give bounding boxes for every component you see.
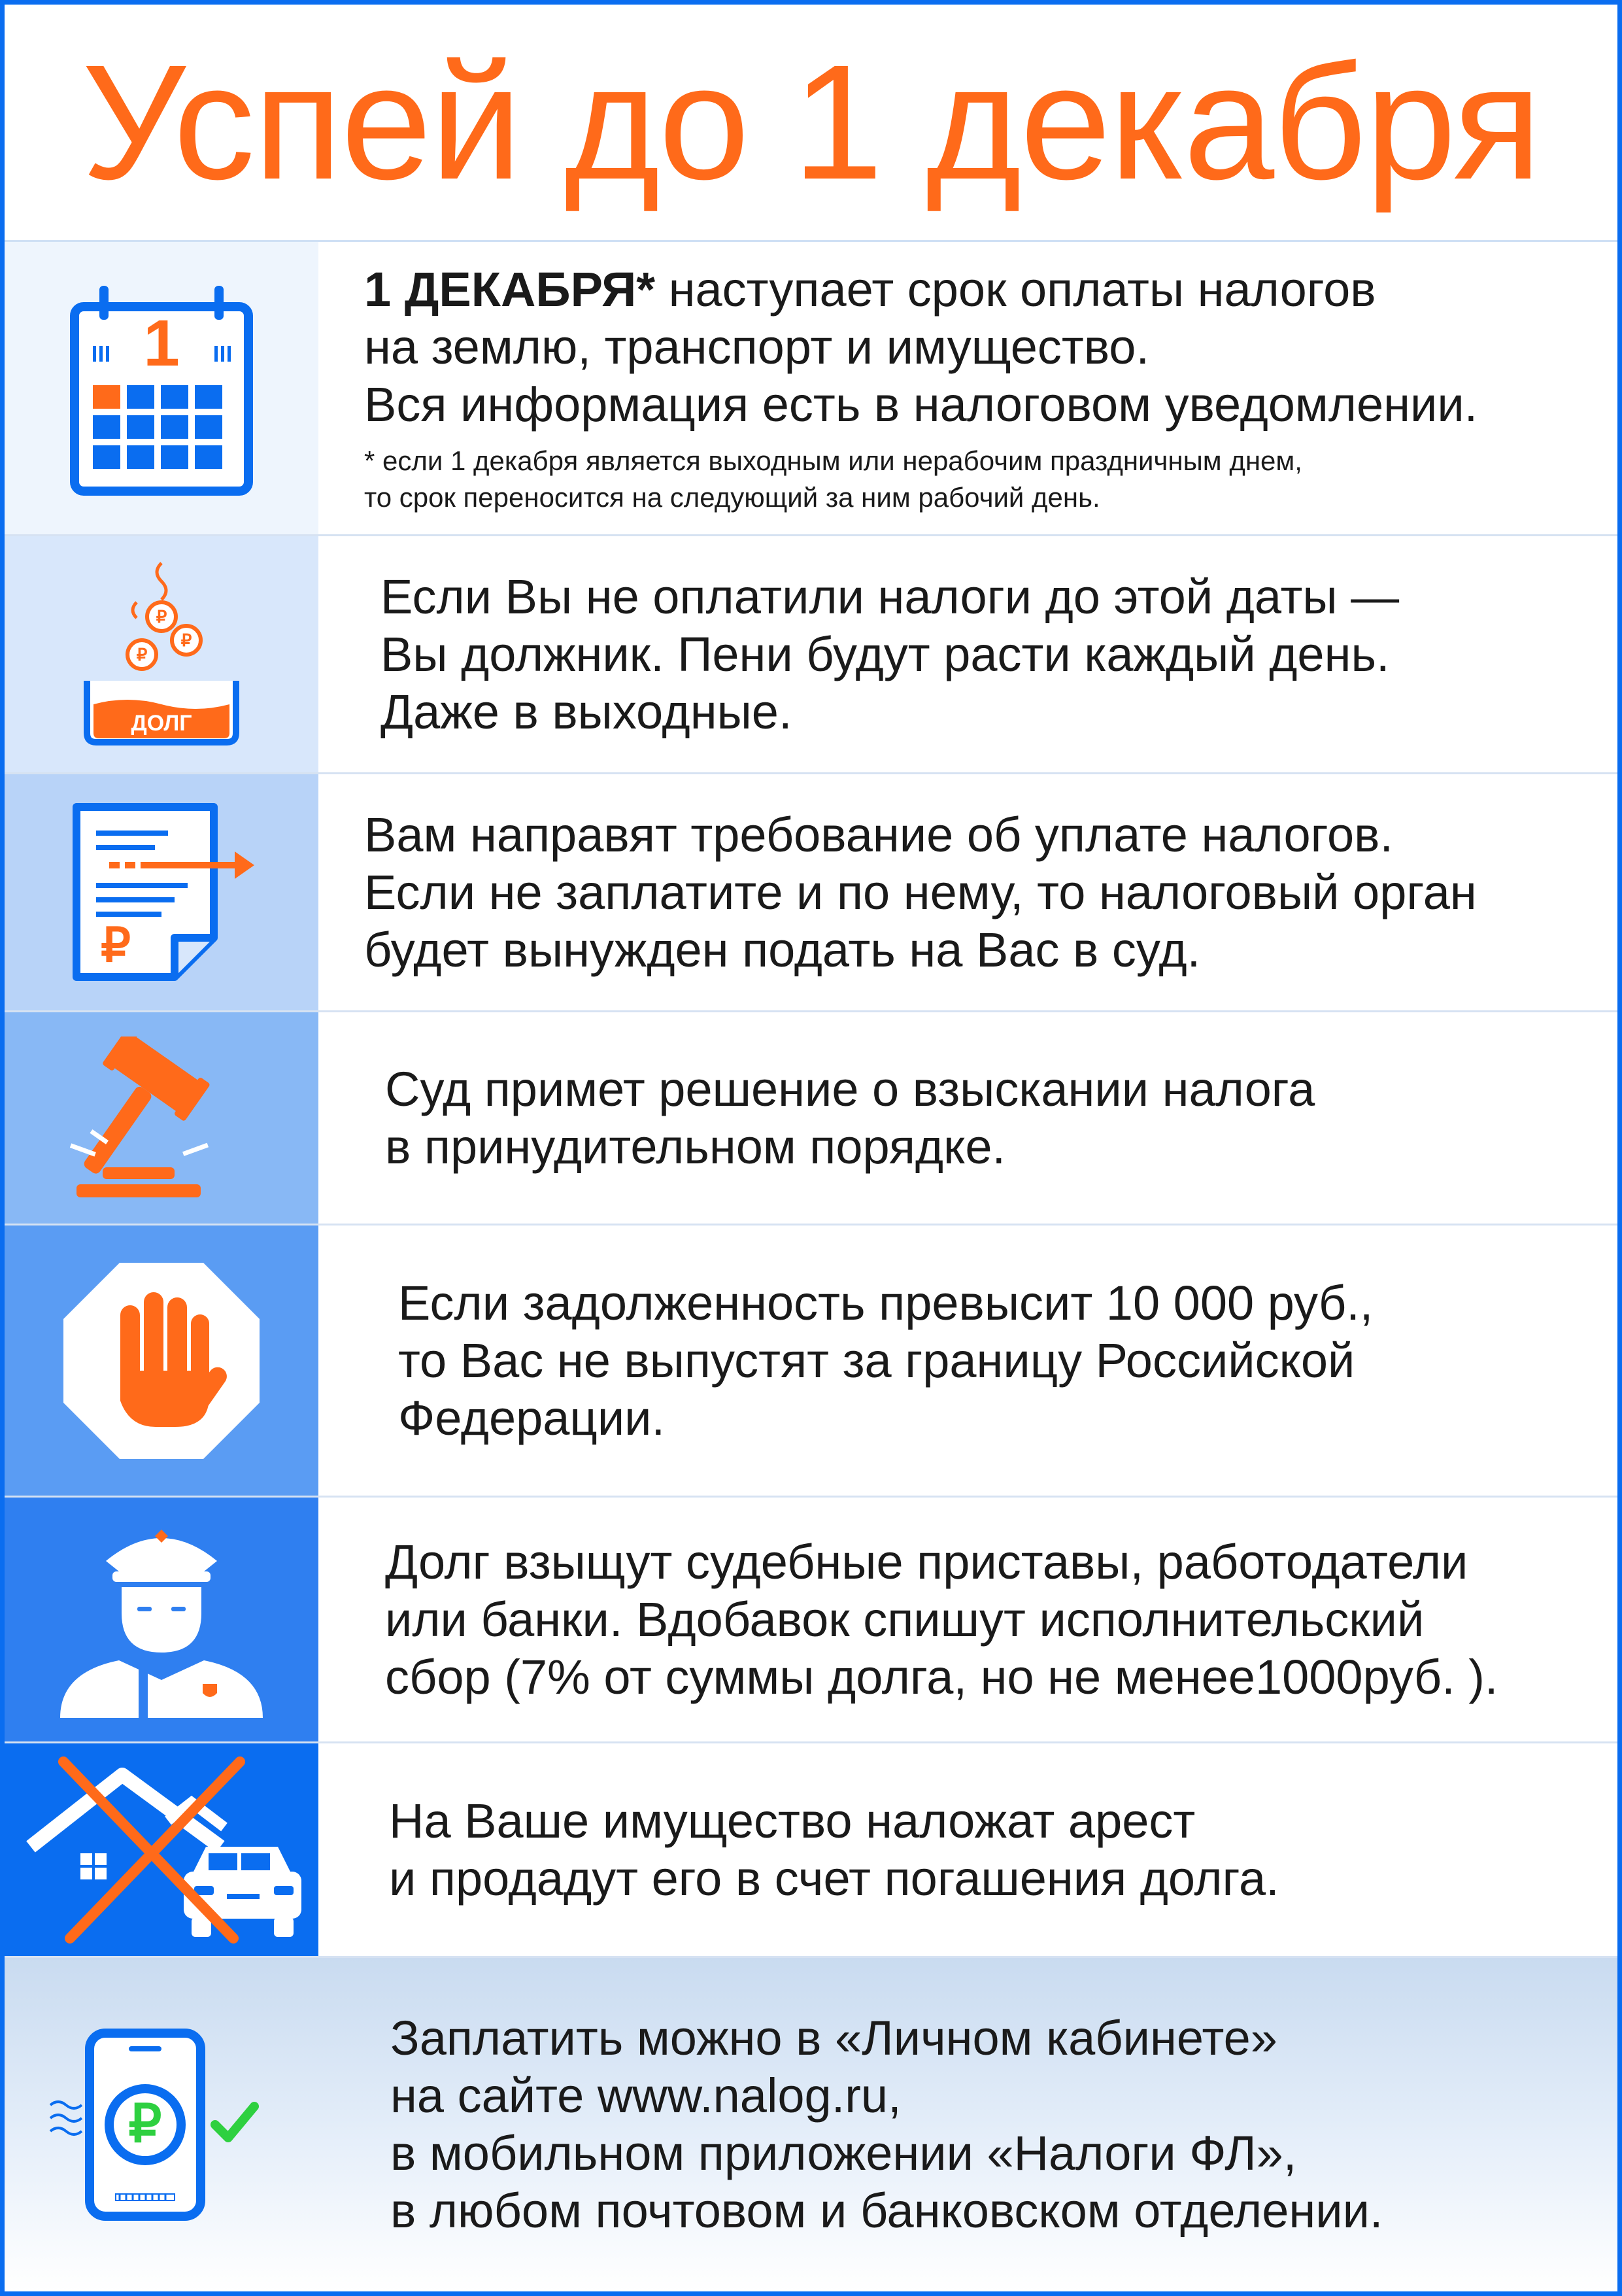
icon-cell [5, 1498, 318, 1741]
section-court [5, 1012, 1617, 1225]
gavel-icon [63, 1037, 260, 1200]
text-line: Если не заплатите и по нему, то налоговый орган [364, 865, 1477, 919]
svg-text:₽: ₽ [128, 2095, 162, 2153]
icon-cell [5, 536, 318, 772]
icon-cell [5, 1225, 318, 1496]
section-debtor [5, 536, 1617, 774]
text-line: Долг взыщут судебные приставы, работодатели [385, 1534, 1468, 1589]
svg-text:1: 1 [143, 306, 180, 380]
text-line: Вам направят требование об уплате налогов. [364, 807, 1394, 862]
section-text [364, 242, 1604, 534]
svg-text:₽: ₽ [180, 630, 192, 650]
section-text [398, 1225, 1604, 1496]
section-text [364, 774, 1604, 1010]
svg-text:₽: ₽ [136, 644, 148, 664]
text-line: в принудительном порядке. [385, 1119, 1006, 1174]
poster-title: Успей до 1 декабря [5, 5, 1617, 242]
text-line: Если задолженность превысит 10 000 руб., [398, 1275, 1374, 1330]
svg-text:ДОЛГ: ДОЛГ [131, 710, 192, 736]
section-text [389, 1743, 1604, 1956]
seized-property-icon [18, 1749, 305, 1951]
text-line: на землю, транспорт и имущество. [364, 319, 1150, 374]
debt-jar-icon [76, 557, 246, 753]
footnote [364, 443, 1604, 516]
text-line: то Вас не выпустят за границу Российской [398, 1333, 1355, 1388]
text-line: и продадут его в счет погашения долга. [389, 1851, 1279, 1906]
section-payment [5, 1958, 1617, 2291]
stop-hand-icon [60, 1259, 263, 1462]
section-text [385, 1498, 1604, 1741]
mobile-payment-icon [44, 2027, 279, 2223]
section-text [385, 1012, 1604, 1224]
text-line: Вся информация есть в налоговом уведомлении. [364, 377, 1478, 432]
icon-cell [5, 242, 318, 534]
text-line: в мобильном приложении «Налоги ФЛ», [390, 2126, 1297, 2180]
text-line: Если Вы не оплатили налоги до этой даты — [380, 569, 1400, 624]
section-bailiffs [5, 1498, 1617, 1743]
text-line: на сайте www.nalog.ru, [390, 2068, 902, 2123]
section-deadline [5, 242, 1617, 536]
section-seizure [5, 1743, 1617, 1958]
svg-text:₽: ₽ [156, 606, 167, 626]
text-line: Даже в выходные. [380, 684, 792, 739]
svg-text:₽: ₽ [101, 919, 131, 972]
text-line: Заплатить можно в «Личном кабинете» [390, 2011, 1277, 2065]
footnote-line: то срок переносится на следующий за ним рабочий день. [364, 481, 1100, 513]
text-line: Вы должник. Пени будут расти каждый день. [380, 626, 1390, 681]
section-travel-ban [5, 1225, 1617, 1498]
calendar-icon [67, 281, 256, 496]
icon-cell [5, 1012, 318, 1224]
text-line: Суд примет решение о взыскании налога [385, 1061, 1315, 1116]
section-text [390, 1958, 1604, 2291]
section-tax-demand [5, 774, 1617, 1012]
text-line: На Ваше имущество наложат арест [389, 1793, 1196, 1848]
icon-cell [5, 1958, 318, 2291]
text-line: сбор (7% от суммы долга, но не менее1000руб. ). [385, 1649, 1498, 1704]
text-line: в любом почтовом и банковском отделении. [390, 2184, 1383, 2238]
icon-cell [5, 1743, 318, 1956]
deadline-heading: 1 ДЕКАБРЯ* наступает срок оплаты налогов [364, 262, 1376, 317]
tax-demand-document-icon [63, 798, 260, 987]
text-line: или банки. Вдобавок спишут исполнительский [385, 1592, 1425, 1647]
footnote-line: * если 1 декабря является выходным или нерабочим праздничным днем, [364, 445, 1302, 476]
text-line: будет вынужден подать на Вас в суд. [364, 922, 1201, 977]
text-line: Федерации. [398, 1390, 666, 1445]
icon-cell [5, 774, 318, 1010]
bailiff-icon [54, 1515, 269, 1724]
section-text [380, 536, 1604, 772]
